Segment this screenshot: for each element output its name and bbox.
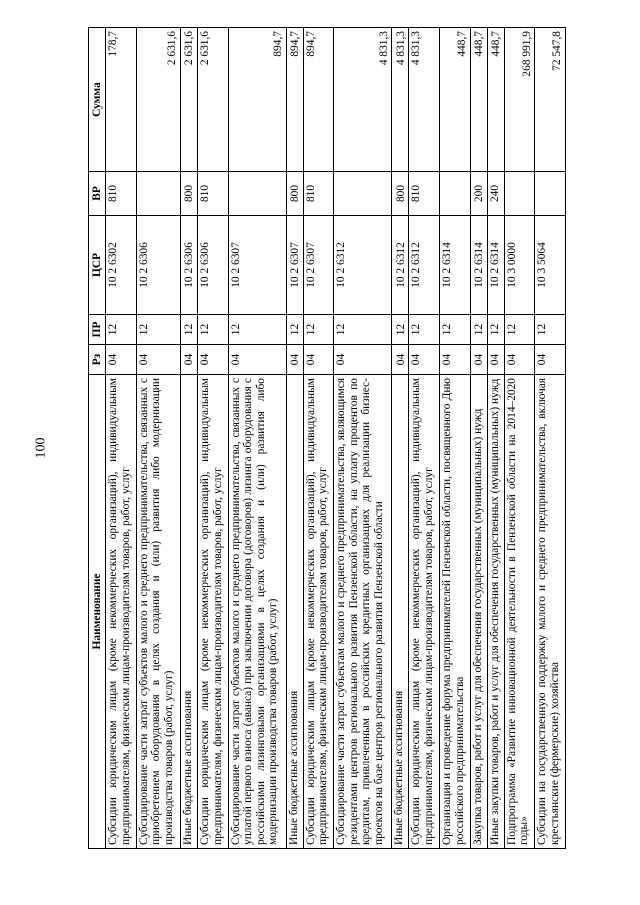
row-csr: 10 2 6307: [228, 216, 286, 315]
row-pr: 12: [228, 315, 286, 345]
row-pr: 12: [535, 315, 566, 345]
row-sum: 4 831,3: [334, 28, 392, 172]
row-sum: 4 831,3: [392, 28, 409, 172]
budget-table: [88, 27, 566, 849]
row-rz: 04: [303, 345, 334, 375]
row-vr: 810: [197, 172, 228, 216]
row-rz: 04: [439, 345, 470, 375]
row-pr: 12: [197, 315, 228, 345]
row-vr: 200: [470, 172, 487, 216]
table-row: [504, 28, 535, 849]
table-row: [228, 28, 286, 849]
table-row: [487, 28, 504, 849]
row-pr: 12: [181, 315, 198, 345]
row-sum: 448,7: [487, 28, 504, 172]
row-sum: 2 631,6: [181, 28, 198, 172]
table-row: [197, 28, 228, 849]
row-name: Субсидии юридическим лицам (кроме некоммерческих организаций), индивидуальным предпринимателям, физическим лицам-производителям товаров, работ, услуг: [106, 375, 137, 849]
row-csr: 10 2 6314: [487, 216, 504, 315]
row-csr: 10 2 6307: [286, 216, 303, 315]
row-rz: 04: [334, 345, 392, 375]
table-row: [392, 28, 409, 849]
row-rz: 04: [136, 345, 180, 375]
row-csr: 10 3 5064: [535, 216, 566, 315]
page-number: 100: [33, 437, 49, 459]
row-vr: 800: [181, 172, 198, 216]
row-sum: 2 631,6: [136, 28, 180, 172]
row-name: Субсидирование части затрат субъектам малого и среднего предпринимательства, являющимся резидентами центров регионального развития Пензенской области, на уплату процентов по кредитам, привлеченным в российских кредитных организациях для реализации бизнес-проектов на базе центров регионального развития Пензенской области: [334, 375, 392, 849]
row-pr: 12: [334, 315, 392, 345]
row-rz: 04: [392, 345, 409, 375]
row-name: Субсидирование части затрат субъектов малого и среднего предпринимательства, связанных с уплатой первого взноса (аванса) при заключении договора (договоров) лизинга оборудования с российскими лизинговыми организациями в целях создания и (или) развития либо модернизации производства товаров (работ, услуг): [228, 375, 286, 849]
row-vr: [439, 172, 470, 216]
row-rz: 04: [197, 345, 228, 375]
row-vr: [228, 172, 286, 216]
row-csr: 10 2 6312: [392, 216, 409, 315]
row-pr: 12: [106, 315, 137, 345]
row-rz: 04: [106, 345, 137, 375]
row-name: Субсидирование части затрат субъектов малого и среднего предпринимательства, связанных с приобретением оборудования в целях создания и (или) развития либо модернизации производства товаров (работ, услуг): [136, 375, 180, 849]
row-rz: 04: [181, 345, 198, 375]
row-name: Субсидии юридическим лицам (кроме некоммерческих организаций), индивидуальным предпринимателям, физическим лицам-производителям товаров, работ, услуг: [197, 375, 228, 849]
row-csr: 10 3 0000: [504, 216, 535, 315]
row-name: Субсидии юридическим лицам (кроме некоммерческих организаций), индивидуальным предпринимателям, физическим лицам-производителям товаров, работ, услуг: [409, 375, 440, 849]
row-name: Иные бюджетные ассигнования: [181, 375, 198, 849]
column-header-csr: ЦСР: [89, 216, 106, 315]
row-pr: 12: [392, 315, 409, 345]
row-vr: 810: [106, 172, 137, 216]
row-rz: 04: [487, 345, 504, 375]
row-vr: [535, 172, 566, 216]
row-pr: 12: [504, 315, 535, 345]
row-vr: [504, 172, 535, 216]
row-name: Иные закупки товаров, работ и услуг для обеспечения государственных (муниципальных) нужд: [487, 375, 504, 849]
row-rz: 04: [470, 345, 487, 375]
column-header-vr: ВР: [89, 172, 106, 216]
row-vr: [136, 172, 180, 216]
row-vr: 810: [303, 172, 334, 216]
table-header-row: [89, 28, 106, 849]
row-sum: 894,7: [286, 28, 303, 172]
row-pr: 12: [286, 315, 303, 345]
row-csr: 10 2 6306: [181, 216, 198, 315]
row-sum: 448,7: [439, 28, 470, 172]
row-vr: 800: [392, 172, 409, 216]
column-header-pr: ПР: [89, 315, 106, 345]
table-row: [439, 28, 470, 849]
row-vr: 810: [409, 172, 440, 216]
column-header-rz: Рз: [89, 345, 106, 375]
table-row: [106, 28, 137, 849]
row-rz: 04: [409, 345, 440, 375]
row-name: Закупка товаров, работ и услуг для обеспечения государственных (муниципальных) нужд: [470, 375, 487, 849]
row-csr: 10 2 6306: [197, 216, 228, 315]
row-sum: 2 631,6: [197, 28, 228, 172]
column-header-name: Наименование: [89, 375, 106, 849]
row-sum: 448,7: [470, 28, 487, 172]
row-name: Субсидии юридическим лицам (кроме некоммерческих организаций), индивидуальным предпринимателям, физическим лицам-производителям товаров, работ, услуг: [303, 375, 334, 849]
table-row: [470, 28, 487, 849]
row-rz: 04: [228, 345, 286, 375]
row-vr: 240: [487, 172, 504, 216]
row-csr: 10 2 6302: [106, 216, 137, 315]
row-pr: 12: [470, 315, 487, 345]
row-rz: 04: [504, 345, 535, 375]
row-pr: 12: [487, 315, 504, 345]
row-sum: 894,7: [303, 28, 334, 172]
row-csr: 10 2 6312: [409, 216, 440, 315]
table-row: [334, 28, 392, 849]
row-sum: 268 991,9: [504, 28, 535, 172]
row-csr: 10 2 6314: [439, 216, 470, 315]
row-rz: 04: [535, 345, 566, 375]
row-sum: 178,7: [106, 28, 137, 172]
table-row: [181, 28, 198, 849]
row-pr: 12: [439, 315, 470, 345]
row-csr: 10 2 6314: [470, 216, 487, 315]
row-csr: 10 2 6306: [136, 216, 180, 315]
row-pr: 12: [409, 315, 440, 345]
row-csr: 10 2 6312: [334, 216, 392, 315]
row-vr: [334, 172, 392, 216]
row-sum: 4 831,3: [409, 28, 440, 172]
row-name: Подпрограмма «Развитие инновационной деятельности в Пензенской области на 2014–2020 годы»: [504, 375, 535, 849]
table-row: [136, 28, 180, 849]
column-header-sum: Сумма: [89, 28, 106, 172]
row-name: Организация и проведение форума предпринимателей Пензенской области, посвященного Дню российского предпринимательства: [439, 375, 470, 849]
table-row: [303, 28, 334, 849]
table-row: [286, 28, 303, 849]
budget-table-frame: [88, 28, 566, 849]
row-name: Иные бюджетные ассигнования: [392, 375, 409, 849]
row-vr: 800: [286, 172, 303, 216]
row-sum: 894,7: [228, 28, 286, 172]
row-pr: 12: [303, 315, 334, 345]
row-name: Иные бюджетные ассигнования: [286, 375, 303, 849]
row-csr: 10 2 6307: [303, 216, 334, 315]
row-pr: 12: [136, 315, 180, 345]
row-rz: 04: [286, 345, 303, 375]
row-name: Субсидии на государственную поддержку малого и среднего предпринимательства, включая крестьянские (фермерские) хозяйства: [535, 375, 566, 849]
table-row: [409, 28, 440, 849]
table-row: [535, 28, 566, 849]
row-sum: 72 547,8: [535, 28, 566, 172]
